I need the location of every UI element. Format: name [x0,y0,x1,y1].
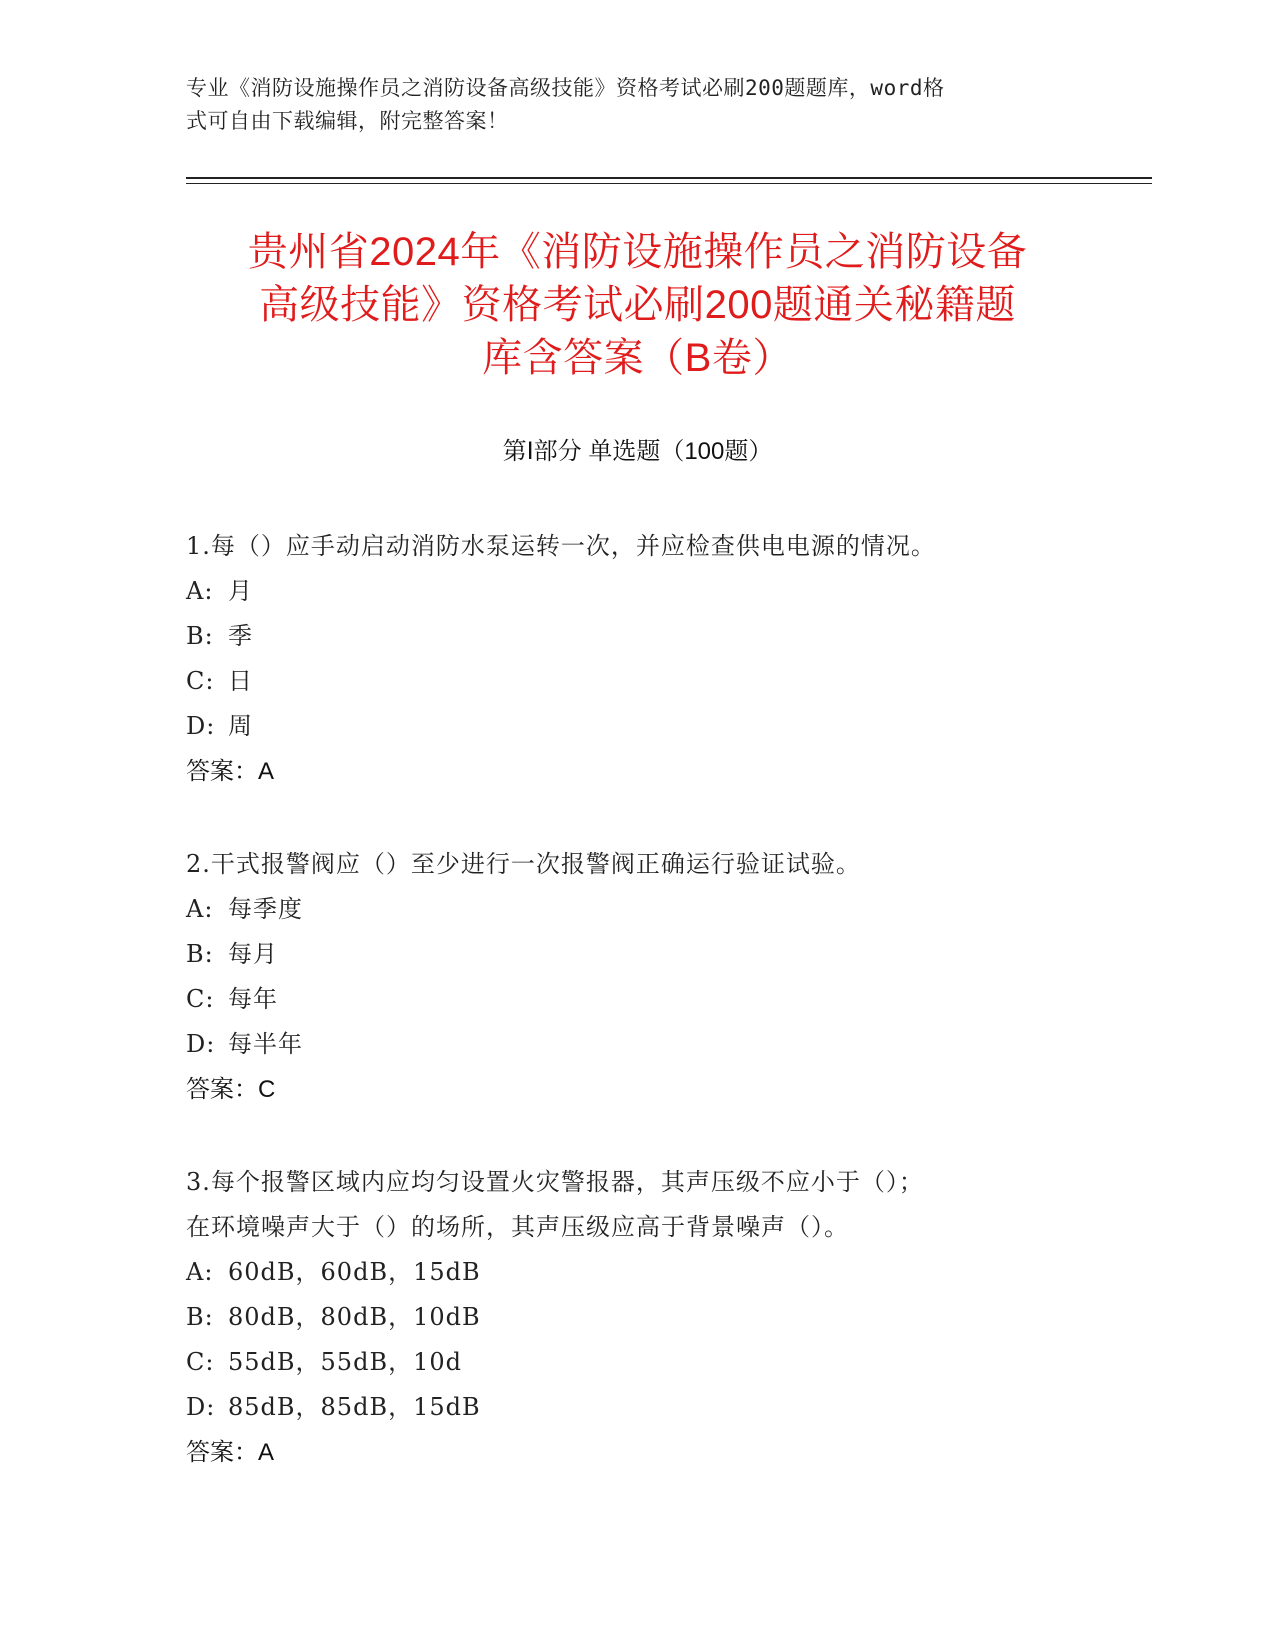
option-c [186,1340,1086,1385]
title-line: 高级技能》资格考试必刷200题通关秘籍题 [259,283,1016,327]
option-text: 周 [228,712,253,740]
question-1 [186,524,1086,794]
option-text: 60dB，60dB，15dB [228,1258,481,1286]
option-text: 每季度 [228,895,303,923]
option-a [186,569,1086,614]
option-d [186,1022,1086,1067]
question-3 [186,1160,1086,1475]
header-note-line: 专业《消防设施操作员之消防设备高级技能》资格考试必刷200题题库，word格 [186,76,945,100]
option-text: 55dB，55dB，10d [228,1348,462,1376]
option-d [186,1385,1086,1430]
option-text: 每半年 [228,1030,303,1058]
question-stem: 3.每个报警区域内应均匀设置火灾警报器，其声压级不应小于（）； [186,1168,924,1196]
option-text: 月 [228,577,253,605]
option-text: 每年 [228,985,278,1013]
title-line: 库含答案（B卷） [482,336,793,380]
question-stem-continued: 在环境噪声大于（）的场所，其声压级应高于背景噪声（）。 [186,1213,849,1241]
option-a [186,1250,1086,1295]
option-b [186,614,1086,659]
option-key: D: [186,712,216,740]
option-key: B: [186,622,214,650]
option-key: C: [186,667,215,695]
option-key: B: [186,1303,214,1331]
document-title [150,226,1125,385]
answer-line: 答案：A [186,758,275,785]
title-line: 贵州省2024年《消防设施操作员之消防设备 [247,230,1028,274]
header-note-line: 式可自由下载编辑，附完整答案！ [186,109,509,133]
option-c [186,977,1086,1022]
answer-line: 答案：C [186,1076,276,1103]
option-key: B: [186,940,214,968]
option-key: D: [186,1030,216,1058]
option-key: D: [186,1393,216,1421]
header-divider-thin [186,183,1152,184]
option-key: A: [186,895,214,923]
option-d [186,704,1086,749]
option-text: 季 [228,622,253,650]
question-stem: 2.干式报警阀应（）至少进行一次报警阀正确运行验证试验。 [186,850,861,878]
option-b [186,932,1086,977]
option-c [186,659,1086,704]
option-text: 80dB，80dB，10dB [228,1303,481,1331]
section-heading: 第Ⅰ部分 单选题（100题） [502,438,773,465]
question-2 [186,842,1086,1112]
option-text: 每月 [228,940,278,968]
option-key: A: [186,1258,214,1286]
header-divider-thick [186,177,1152,179]
option-b [186,1295,1086,1340]
option-key: C: [186,985,215,1013]
question-stem: 1.每（）应手动启动消防水泵运转一次，并应检查供电电源的情况。 [186,532,936,560]
option-text: 日 [228,667,253,695]
option-key: C: [186,1348,215,1376]
option-key: A: [186,577,214,605]
header-note [186,72,1066,138]
option-a [186,887,1086,932]
option-text: 85dB，85dB，15dB [228,1393,481,1421]
answer-line: 答案：A [186,1439,275,1466]
